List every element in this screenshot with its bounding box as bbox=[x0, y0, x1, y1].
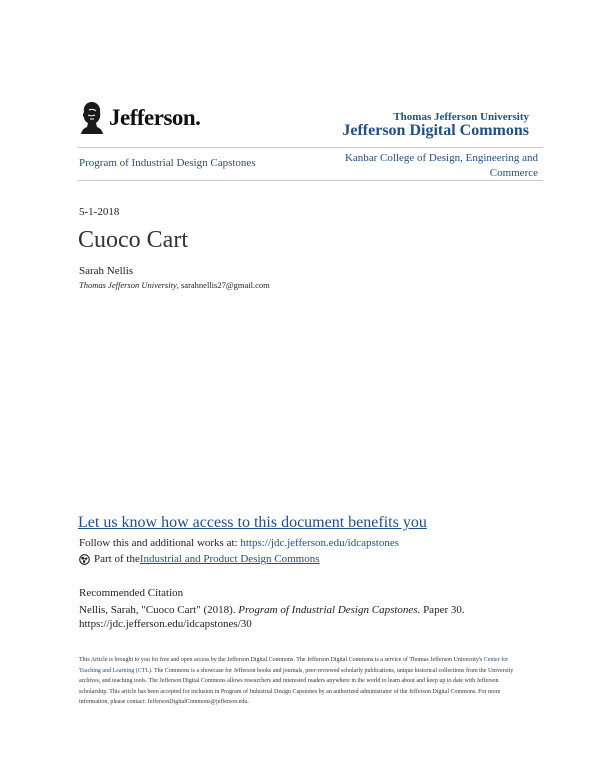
part-of-prefix: Part of the bbox=[94, 553, 140, 565]
author-affiliation bbox=[79, 280, 270, 290]
follow-collection-link[interactable]: https://jdc.jefferson.edu/idcapstones bbox=[240, 537, 399, 549]
recommended-citation-heading: Recommended Citation bbox=[79, 587, 184, 599]
college-collection-link[interactable]: Kanbar College of Design, Engineering and Commerce bbox=[344, 152, 538, 179]
access-notice-part1: This Article is brought to you for free and open access by the Jefferson Digital Commons. The Jefferson Digital Commons is a service of Thomas Jefferson University's bbox=[79, 657, 484, 663]
access-notice bbox=[79, 655, 524, 708]
header-divider-top bbox=[78, 147, 543, 148]
benefits-feedback-link[interactable]: Let us know how access to this document benefits you bbox=[78, 514, 427, 531]
citation-start: Nellis, Sarah, "Cuoco Cart" (2018). bbox=[79, 604, 239, 616]
repository-name[interactable]: Jefferson Digital Commons bbox=[342, 122, 529, 139]
network-icon bbox=[79, 554, 90, 565]
citation-text bbox=[79, 603, 519, 631]
logo-wordmark: Jefferson. bbox=[109, 105, 201, 130]
affiliation-institution: Thomas Jefferson University bbox=[79, 280, 177, 290]
institution-name: Thomas Jefferson University bbox=[393, 111, 529, 123]
program-collection-link[interactable]: Program of Industrial Design Capstones bbox=[79, 157, 256, 169]
citation-end: Paper 30. bbox=[420, 604, 465, 616]
citation-url: https://jdc.jefferson.edu/idcapstones/30 bbox=[79, 618, 252, 630]
publication-date: 5-1-2018 bbox=[79, 206, 120, 218]
access-notice-part2: . The Commons is a showcase for Jefferson books and journals, peer-reviewed scholarly publications, unique historical collections from the University archives, and teaching tools. The Jefferson Digital Commons allows researchers and interested readers anywhere in the world to learn about and keep up to date with Jefferson scholarship. This article has been accepted for inclusion in Program of Industrial Design Capstones by an authorized administrator of the Jefferson Digital Commons. For more information, please contact: JeffersonDigitalCommons@jefferson.edu. bbox=[79, 667, 514, 705]
discipline-commons-link[interactable]: Industrial and Product Design Commons bbox=[139, 553, 320, 565]
citation-series: Program of Industrial Design Capstones. bbox=[238, 604, 421, 616]
jefferson-logo[interactable] bbox=[80, 98, 210, 138]
author-name: Sarah Nellis bbox=[79, 265, 134, 277]
ctl-link[interactable]: Center for Teaching and Learning (CTL) bbox=[79, 657, 509, 674]
affiliation-email[interactable]: , sarahnellis27@gmail.com bbox=[176, 280, 270, 290]
document-title: Cuoco Cart bbox=[78, 227, 188, 253]
header-divider-bottom bbox=[78, 180, 543, 181]
part-of-line bbox=[79, 553, 319, 565]
follow-line bbox=[79, 537, 399, 549]
jefferson-portrait-icon bbox=[80, 101, 104, 135]
follow-prefix: Follow this and additional works at: bbox=[79, 537, 241, 549]
